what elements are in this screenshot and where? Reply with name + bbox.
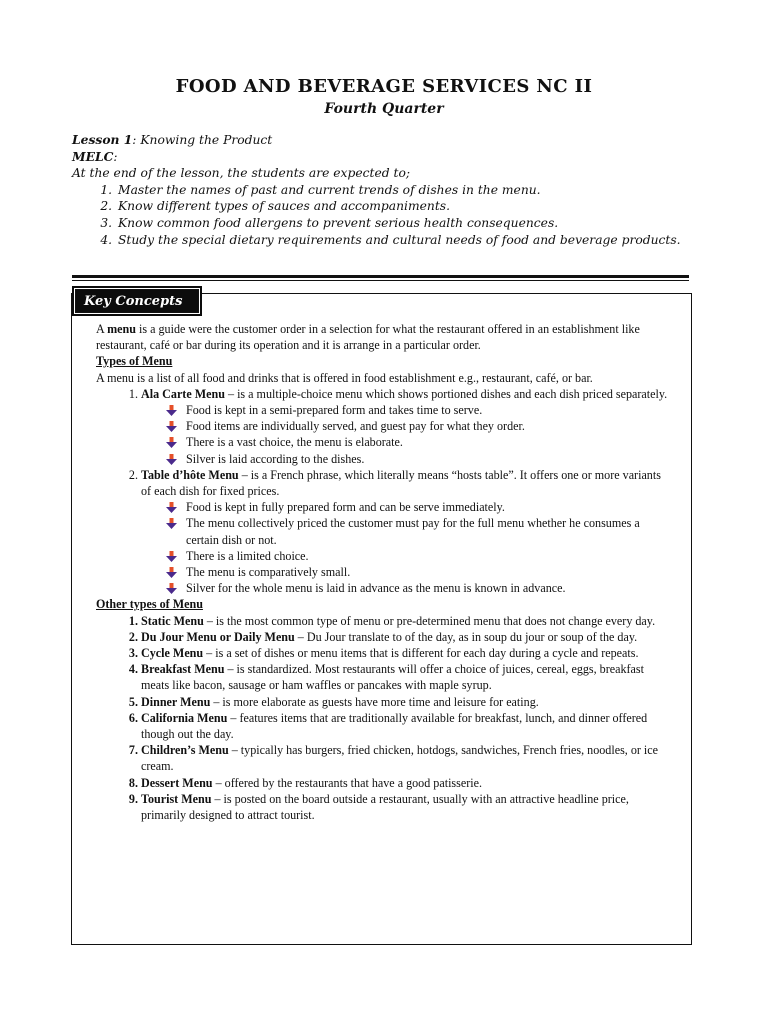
bullet-item	[166, 434, 671, 450]
section-divider-thick	[72, 275, 689, 278]
definition-prefix: A	[96, 322, 108, 336]
lesson-intro: At the end of the lesson, the students are expected to;	[72, 166, 411, 181]
melc-line	[72, 149, 702, 166]
other-type-desc: – is a set of dishes or menu items that is different for each day during a cycle and repeats.	[203, 646, 639, 661]
other-type-item	[141, 629, 671, 645]
bullet-item	[166, 451, 671, 467]
document-title: FOOD AND BEVERAGE SERVICES NC II	[175, 76, 593, 97]
arrow-down-icon	[166, 583, 177, 594]
definition-text: is a guide were the customer order in a selection for what the restaurant offered in an establishment like restaurant, café or bar during its operation and it is arrange in a particular order.	[96, 322, 640, 353]
bullet-item	[166, 499, 671, 515]
other-type-name: Dinner Menu	[141, 694, 211, 709]
other-type-desc: – is standardized. Most restaurants will offer a choice of juices, cereal, eggs, breakfast meats like bacon, sausage or ham waffles or pancakes with maple syrup.	[141, 662, 644, 693]
arrow-down-icon	[166, 421, 177, 432]
other-type-desc: – is the most common type of menu or pre-determined menu that does not change every day.	[203, 613, 656, 628]
bullet-text: Food is kept in a semi-prepared form and takes time to serve.	[186, 403, 483, 418]
arrow-down-icon	[166, 502, 177, 513]
other-type-desc: – is posted on the board outside a restaurant, usually with an attractive headline price, primarily designed to attract tourist.	[141, 791, 629, 823]
other-type-item	[141, 661, 671, 693]
other-type-name: Cycle Menu	[141, 646, 204, 661]
objective-item: 2. Know different types of sauces and accompaniments.	[116, 198, 702, 215]
objectives-list	[72, 182, 702, 248]
bullet-text: Silver for the whole menu is laid in advance as the menu is known in advance.	[186, 581, 566, 596]
other-type-desc: – offered by the restaurants that have a good patisserie.	[212, 775, 482, 790]
other-type-item	[141, 742, 671, 774]
other-type-item	[141, 710, 671, 742]
other-type-name: Breakfast Menu	[141, 662, 225, 677]
types-heading: Types of Menu	[96, 354, 173, 369]
type-name: Table d’hôte Menu	[141, 467, 239, 482]
bullet-item	[166, 564, 671, 580]
bullet-item	[166, 418, 671, 434]
other-type-item	[141, 694, 671, 710]
melc-suffix: :	[113, 149, 118, 164]
arrow-down-icon	[166, 518, 177, 529]
types-list	[96, 386, 671, 597]
bullet-text: There is a limited choice.	[186, 548, 309, 563]
other-type-item	[141, 775, 671, 791]
other-type-desc: – Du Jour translate to of the day, as in soup du jour or soup of the day.	[294, 629, 638, 644]
lesson-label: Lesson 1	[72, 132, 133, 147]
type-name: Ala Carte Menu	[141, 386, 225, 401]
other-types-heading: Other types of Menu	[96, 597, 203, 612]
arrow-down-icon	[166, 454, 177, 465]
objective-item: 1. Master the names of past and current trends of dishes in the menu.	[116, 182, 702, 199]
bullet-text: Food is kept in fully prepared form and can be serve immediately.	[186, 500, 505, 515]
other-type-desc: – is more elaborate as guests have more time and leisure for eating.	[210, 694, 539, 709]
lesson-section	[72, 132, 702, 248]
other-type-name: Du Jour Menu or Daily Menu	[141, 629, 295, 644]
other-type-item	[141, 791, 671, 823]
type-bullets	[141, 402, 671, 467]
lesson-line	[72, 132, 702, 149]
other-type-item	[141, 613, 671, 629]
melc-label: MELC	[72, 148, 114, 164]
other-type-name: Tourist Menu	[141, 791, 212, 806]
other-type-name: Static Menu	[141, 613, 204, 628]
bullet-item	[166, 548, 671, 564]
arrow-down-icon	[166, 551, 177, 562]
bullet-text: The menu collectively priced the customer must pay for the full menu whether he consumes a certain dish or not.	[186, 516, 640, 547]
lesson-name: : Knowing the Product	[132, 133, 273, 147]
type-desc: – is a French phrase, which literally means “hosts table”. It offers one or more variants of each dish for fixed prices.	[141, 467, 661, 499]
arrow-down-icon	[166, 567, 177, 578]
arrow-down-icon	[166, 405, 177, 416]
bullet-item	[166, 402, 671, 418]
bullet-item	[166, 515, 671, 547]
type-desc: – is a multiple-choice menu which shows portioned dishes and each dish priced separately.	[224, 386, 668, 401]
bullet-text: The menu is comparatively small.	[186, 565, 351, 580]
other-type-item	[141, 645, 671, 661]
key-concepts-tab: Key Concepts	[72, 286, 202, 316]
other-type-desc: – features items that are traditionally available for breakfast, lunch, and dinner offered though out the day.	[141, 710, 648, 742]
key-concepts-content	[96, 321, 671, 823]
arrow-down-icon	[166, 437, 177, 448]
other-types-list	[96, 613, 671, 824]
other-type-desc: – typically has burgers, fried chicken, hotdogs, sandwiches, French fries, noodles, or ice cream.	[141, 743, 659, 774]
other-type-name: Dessert Menu	[141, 775, 213, 790]
bullet-text: Food items are individually served, and guest pay for what they order.	[186, 419, 525, 434]
type-bullets	[141, 499, 671, 596]
document-header	[0, 76, 768, 117]
other-type-name: California Menu	[141, 710, 228, 725]
document-subtitle: Fourth Quarter	[324, 101, 444, 117]
section-divider-thin	[72, 280, 689, 281]
bullet-text: Silver is laid according to the dishes.	[186, 451, 365, 466]
menu-definition	[96, 321, 671, 353]
bullet-item	[166, 580, 671, 596]
type-item-table-dhote	[141, 467, 671, 597]
definition-term: menu	[107, 322, 136, 336]
types-intro: A menu is a list of all food and drinks that is offered in food establishment e.g., restaurant, café, or bar.	[96, 370, 593, 385]
other-type-name: Children’s Menu	[141, 743, 229, 758]
objective-item: 4. Study the special dietary requirements and cultural needs of food and beverage products.	[116, 232, 702, 249]
bullet-text: There is a vast choice, the menu is elaborate.	[186, 435, 403, 450]
objective-item: 3. Know common food allergens to prevent serious health consequences.	[116, 215, 702, 232]
type-item-ala-carte	[141, 386, 671, 467]
